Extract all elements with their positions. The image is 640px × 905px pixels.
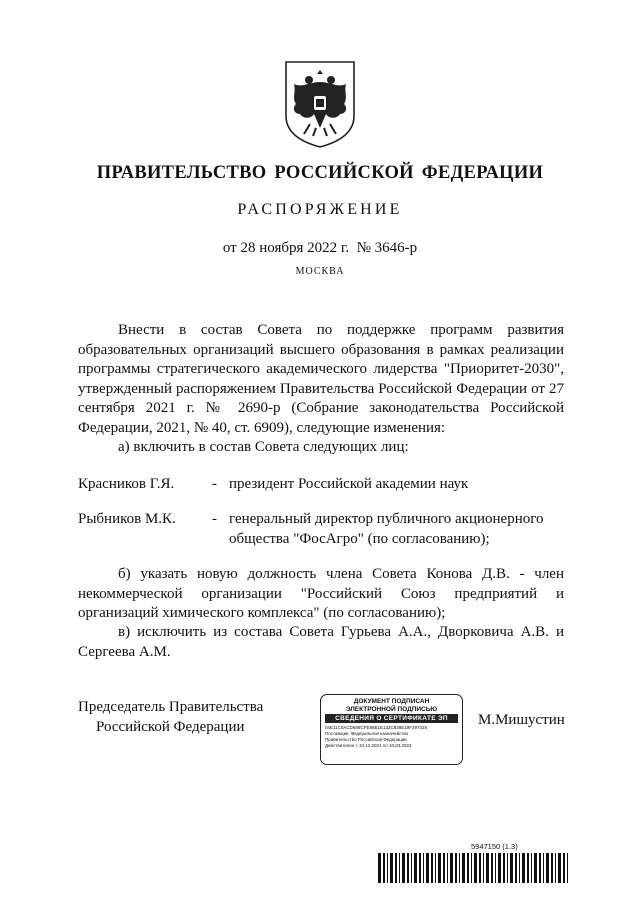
member-dash: - bbox=[212, 511, 217, 527]
member-name: Рыбников М.К. bbox=[78, 511, 176, 527]
signatory-position-line1: Председатель Правительства bbox=[78, 699, 264, 715]
document-type: РАСПОРЯЖЕНИЕ bbox=[237, 201, 403, 218]
stamp-line1: ДОКУМЕНТ ПОДПИСАН bbox=[353, 698, 430, 705]
government-title: ПРАВИТЕЛЬСТВО РОССИЙСКОЙ ФЕДЕРАЦИИ bbox=[96, 163, 544, 183]
member-name: Красников Г.Я. bbox=[78, 476, 175, 492]
member-position bbox=[229, 475, 564, 495]
stamp-serial: 04E11C0ACD688CFE88B1E132C828E19F297428 bbox=[325, 725, 427, 730]
item-c-paragraph bbox=[78, 623, 564, 662]
stamp-certificate-header: СВЕДЕНИЯ О СЕРТИФИКАТЕ ЭП bbox=[325, 714, 458, 723]
member-dash: - bbox=[212, 476, 217, 492]
intro-paragraph bbox=[78, 321, 564, 438]
item-b-paragraph bbox=[78, 565, 564, 624]
signatory-position bbox=[78, 698, 263, 737]
member-position-line: генеральный директор публичного акционерного bbox=[229, 511, 544, 527]
signatory-name: М.Мишустин bbox=[478, 712, 565, 728]
intro-text: Внести в состав Совета по поддержке программ развития образовательных организаций высшего образования в рамках реализации программы стратегического академического лидерства "Приоритет-2030", утвержденный распоряжением Правительства Российской Федерации от 27 сентября 2021 г. № 2690-р (Собрание законодательства Российской Федерации, 2021, № 40, ст. 6909), следующие изменения: bbox=[78, 322, 564, 436]
document-city: МОСКВА bbox=[295, 266, 345, 277]
item-b-text: б) указать новую должность члена Совета Конова Д.В. - член некоммерческой организации "Российский Союз предприятий и организаций химического комплекса" (по согласованию); bbox=[78, 566, 564, 621]
item-c-text: в) исключить из состава Совета Гурьева А.А., Дворковича А.В. и Сергеева А.М. bbox=[78, 624, 564, 660]
signatory-position-line2: Российской Федерации bbox=[96, 718, 245, 735]
barcode-number: 5947150 (1.3) bbox=[471, 842, 518, 851]
item-a-paragraph bbox=[78, 438, 564, 458]
stamp-issuer-line2: Правительство Российской Федерации bbox=[325, 737, 407, 742]
stamp-issuer-line1: Поставщик: Федеральное казначейство bbox=[325, 731, 409, 736]
item-a-text: а) включить в состав Совета следующих лиц: bbox=[118, 439, 409, 455]
member-position-line: президент Российской академии наук bbox=[229, 476, 469, 492]
electronic-signature-stamp bbox=[320, 694, 463, 765]
russian-coat-of-arms-icon bbox=[280, 58, 360, 150]
barcode-icon bbox=[378, 853, 568, 883]
stamp-validity: Действителен с 10.12.2021 по 10.03.2023 bbox=[325, 743, 412, 748]
member-position-line: общества "ФосАгро" (по согласованию); bbox=[229, 530, 490, 547]
document-date-number: от 28 ноября 2022 г. № 3646-р bbox=[222, 240, 418, 256]
member-position bbox=[229, 510, 564, 549]
stamp-line2: ЭЛЕКТРОННОЙ ПОДПИСЬЮ bbox=[345, 705, 438, 713]
